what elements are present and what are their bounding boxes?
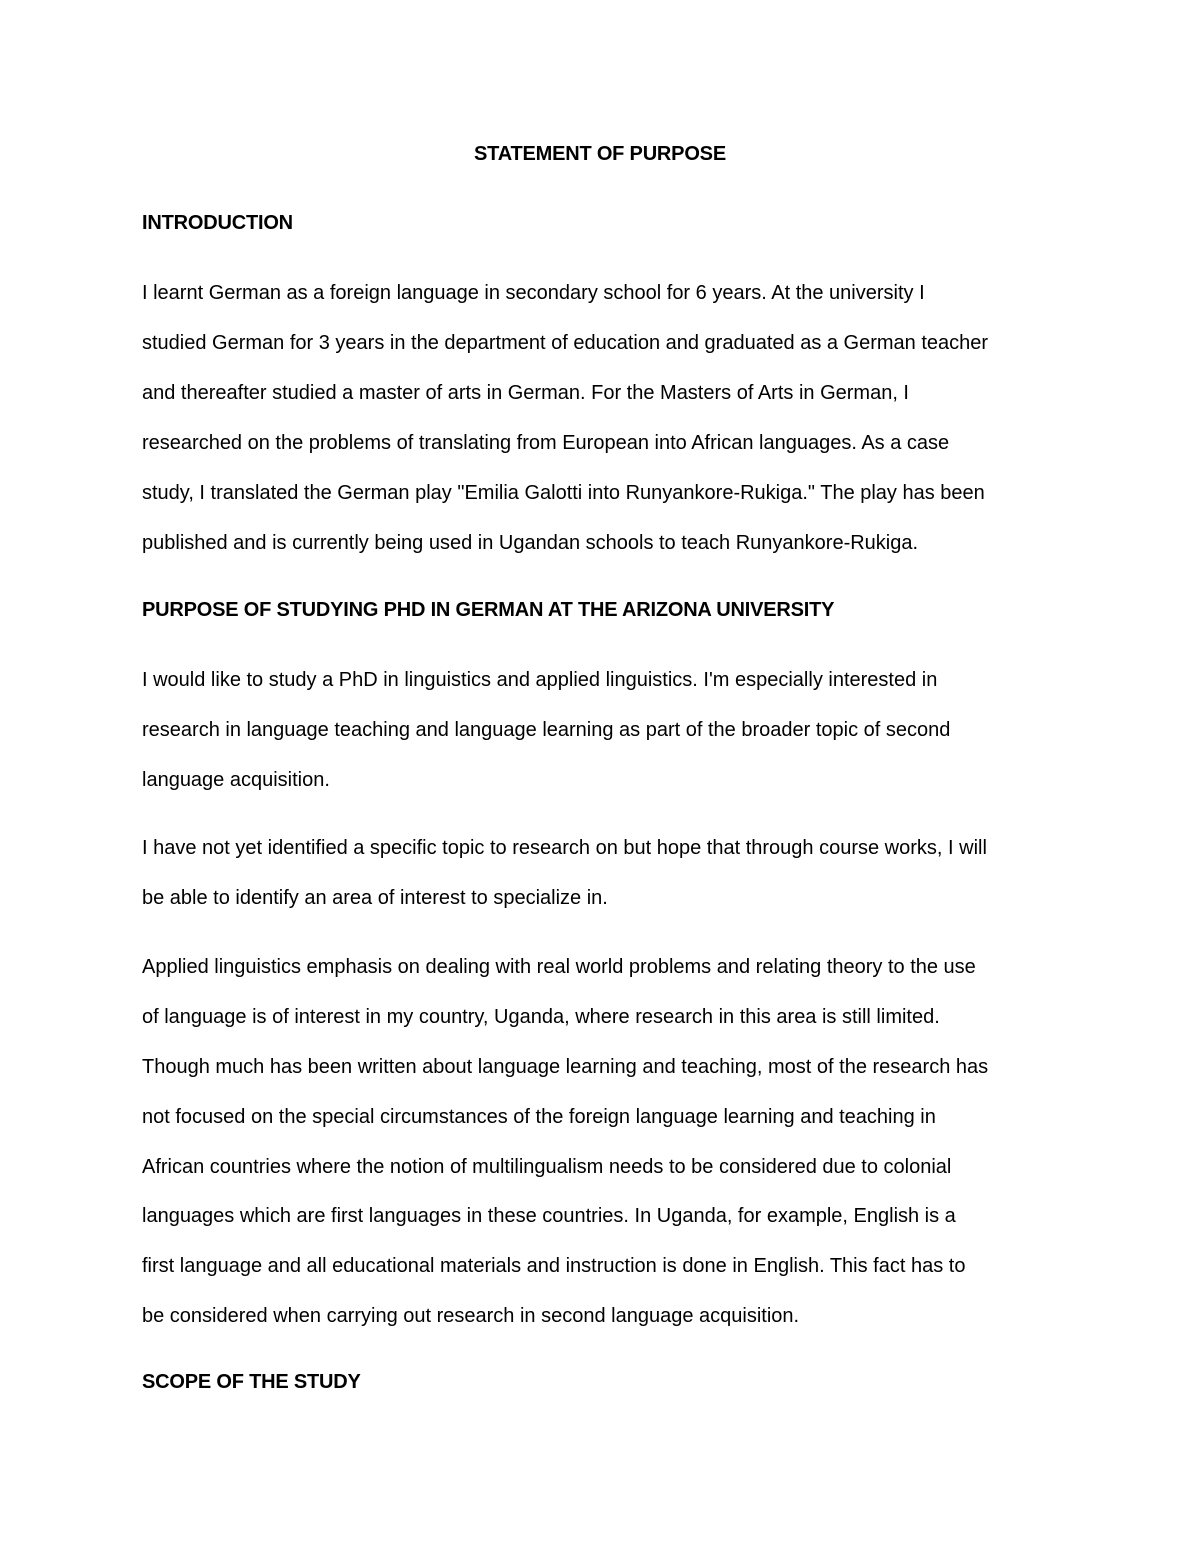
paragraph-line: languages which are first languages in these countries. In Uganda, for example, English is a bbox=[142, 1205, 956, 1227]
paragraph-line: I have not yet identified a specific topic to research on but hope that through course works, I will bbox=[142, 837, 987, 859]
section-heading-purpose: PURPOSE OF STUDYING PHD IN GERMAN AT THE ARIZONA UNIVERSITY bbox=[142, 599, 835, 621]
paragraph-line: research in language teaching and language learning as part of the broader topic of second bbox=[142, 719, 951, 741]
section-heading-scope: SCOPE OF THE STUDY bbox=[142, 1371, 361, 1393]
paragraph-line: I would like to study a PhD in linguistics and applied linguistics. I'm especially interested in bbox=[142, 669, 938, 691]
document-title: STATEMENT OF PURPOSE bbox=[474, 143, 726, 165]
paragraph-line: not focused on the special circumstances of the foreign language learning and teaching in bbox=[142, 1106, 936, 1128]
paragraph-line: Though much has been written about language learning and teaching, most of the research has bbox=[142, 1056, 989, 1078]
paragraph-line: study, I translated the German play "Emilia Galotti into Runyankore-Rukiga." The play has been bbox=[142, 482, 985, 504]
paragraph-line: first language and all educational materials and instruction is done in English. This fact has to bbox=[142, 1255, 966, 1277]
paragraph-line: of language is of interest in my country, Uganda, where research in this area is still limited. bbox=[142, 1006, 940, 1028]
paragraph-line: studied German for 3 years in the department of education and graduated as a German teacher bbox=[142, 332, 989, 354]
paragraph-line: African countries where the notion of multilingualism needs to be considered due to colonial bbox=[142, 1156, 952, 1178]
paragraph-line: language acquisition. bbox=[142, 769, 330, 791]
paragraph-line: Applied linguistics emphasis on dealing with real world problems and relating theory to the use bbox=[142, 956, 976, 978]
section-heading-introduction: INTRODUCTION bbox=[142, 212, 293, 234]
paragraph-line: be able to identify an area of interest to specialize in. bbox=[142, 887, 608, 909]
paragraph-line: researched on the problems of translating from European into African languages. As a case bbox=[142, 432, 950, 454]
paragraph-line: be considered when carrying out research in second language acquisition. bbox=[142, 1305, 800, 1327]
paragraph-line: I learnt German as a foreign language in secondary school for 6 years. At the university I bbox=[142, 282, 925, 304]
paragraph-line: and thereafter studied a master of arts in German. For the Masters of Arts in German, I bbox=[142, 382, 909, 404]
paragraph-line: published and is currently being used in Ugandan schools to teach Runyankore-Rukiga. bbox=[142, 532, 919, 554]
